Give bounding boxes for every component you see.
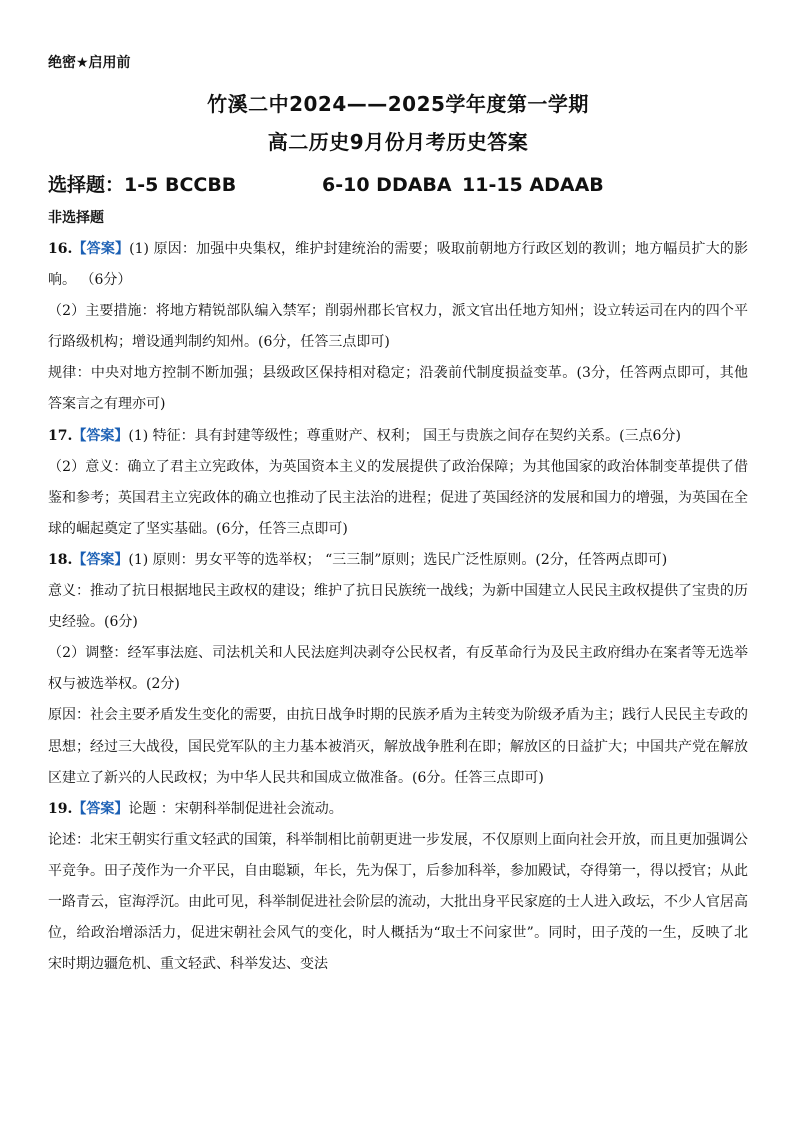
question-number-18: 18. xyxy=(48,551,73,568)
mcq-group-11-15: 11-15 ADAAB xyxy=(462,174,604,196)
q19-thesis: 19.【答案】论题 ：宋朝科举制促进社会流动。 xyxy=(48,800,343,817)
answer-tag: 【答案】 xyxy=(72,427,129,444)
q17-part1: 17.【答案】(1) 特征：具有封建等级性；尊重财产、权利； 国王与贵族之间存在契约关系。(三点6分) xyxy=(48,427,681,444)
section-heading-non-choice: 非选择题 xyxy=(48,210,104,226)
q17-part2: （2）意义：确立了君主立宪政体，为英国资本主义的发展提供了政治保障；为其他国家的政治体制变革提供了借鉴和参考；英国君主立宪政体的确立也推动了民主法治的进程；促进了英国经济的发展和国力的增强，为英国在全球的崛起奠定了坚实基础。(6分，任答三点即可) xyxy=(48,458,748,537)
q18-reason: 原因：社会主要矛盾发生变化的需要，由抗日战争时期的民族矛盾为主转变为阶级矛盾为主；践行人民民主专政的思想；经过三大战役，国民党军队的主力基本被消灭，解放战争胜利在即；解放区的日益扩大；中国共产党在解放区建立了新兴的人民政权；为中华人民共和国成立做准备。(6分。任答三点即可) xyxy=(48,707,748,786)
confidential-label: 绝密★启用前 xyxy=(48,55,131,71)
question-number-17: 17. xyxy=(48,427,73,444)
question-number-16: 16. xyxy=(48,241,73,257)
mcq-group-1-5: 1-5 BCCBB xyxy=(124,174,237,196)
mcq-group-6-10: 6-10 DDABA xyxy=(322,174,452,196)
q18-significance: 意义：推动了抗日根据地民主政权的建设；维护了抗日民族统一战线；为新中国建立人民民主政权提供了宝贵的历史经验。(6分) xyxy=(48,583,748,631)
q16-part2: （2）主要措施：将地方精锐部队编入禁军；削弱州郡长官权力，派文官出任地方知州；设立转运司在内的四个平行路级机构；增设通判制约知州。(6分，任答三点即可) xyxy=(48,303,748,351)
question-number-19: 19. xyxy=(48,800,73,817)
answer-tag: 【答案】 xyxy=(72,241,130,257)
school-term-title: 竹溪二中2024——2025学年度第一学期 xyxy=(207,92,589,116)
mcq-label: 选择题： xyxy=(48,174,125,196)
answer-tag: 【答案】 xyxy=(72,800,129,817)
q19-argument: 论述：北宋王朝实行重文轻武的国策，科举制相比前朝更进一步发展，不仅原则上面向社会开放，而且更加强调公平竞争。田子茂作为一介平民，自由聪颖，年长，先为保丁，后参加科举，参加殿试，夺得第一，得以授官；从此一路青云，宦海浮沉。由此可见，科举制促进社会阶层的流动，大批出身平民家庭的士人进入政坛，不少人官居高位，给政治增添活力，促进宋朝社会风气的变化，时人概括为“取士不问家世”。同时，田子茂的一生，反映了北宋时期边疆危机、重文轻武、科举发达、变法 xyxy=(48,831,748,973)
multiple-choice-answers xyxy=(48,170,748,197)
q18-part2: （2）调整：经军事法庭、司法机关和人民法庭判决剥夺公民权者，有反革命行为及民主政府缉办在案者等无选举权与被选举权。(2分) xyxy=(48,645,748,693)
answer-tag: 【答案】 xyxy=(72,551,129,568)
q16-pattern: 规律：中央对地方控制不断加强；县级政区保持相对稳定；沿袭前代制度损益变革。(3分，任答两点即可，其他答案言之有理亦可) xyxy=(48,365,748,413)
q16-part1: 16.【答案】(1) 原因：加强中央集权，维护封建统治的需要；吸取前朝地方行政区划的教训；地方幅员扩大的影响。 （6分） xyxy=(48,241,749,289)
exam-title: 高二历史9月份月考历史答案 xyxy=(267,130,529,154)
q18-part1: 18.【答案】(1) 原则：男女平等的选举权； “三三制”原则；选民广泛性原则。(2分，任答两点即可) xyxy=(48,551,668,568)
answers-body xyxy=(48,234,748,980)
